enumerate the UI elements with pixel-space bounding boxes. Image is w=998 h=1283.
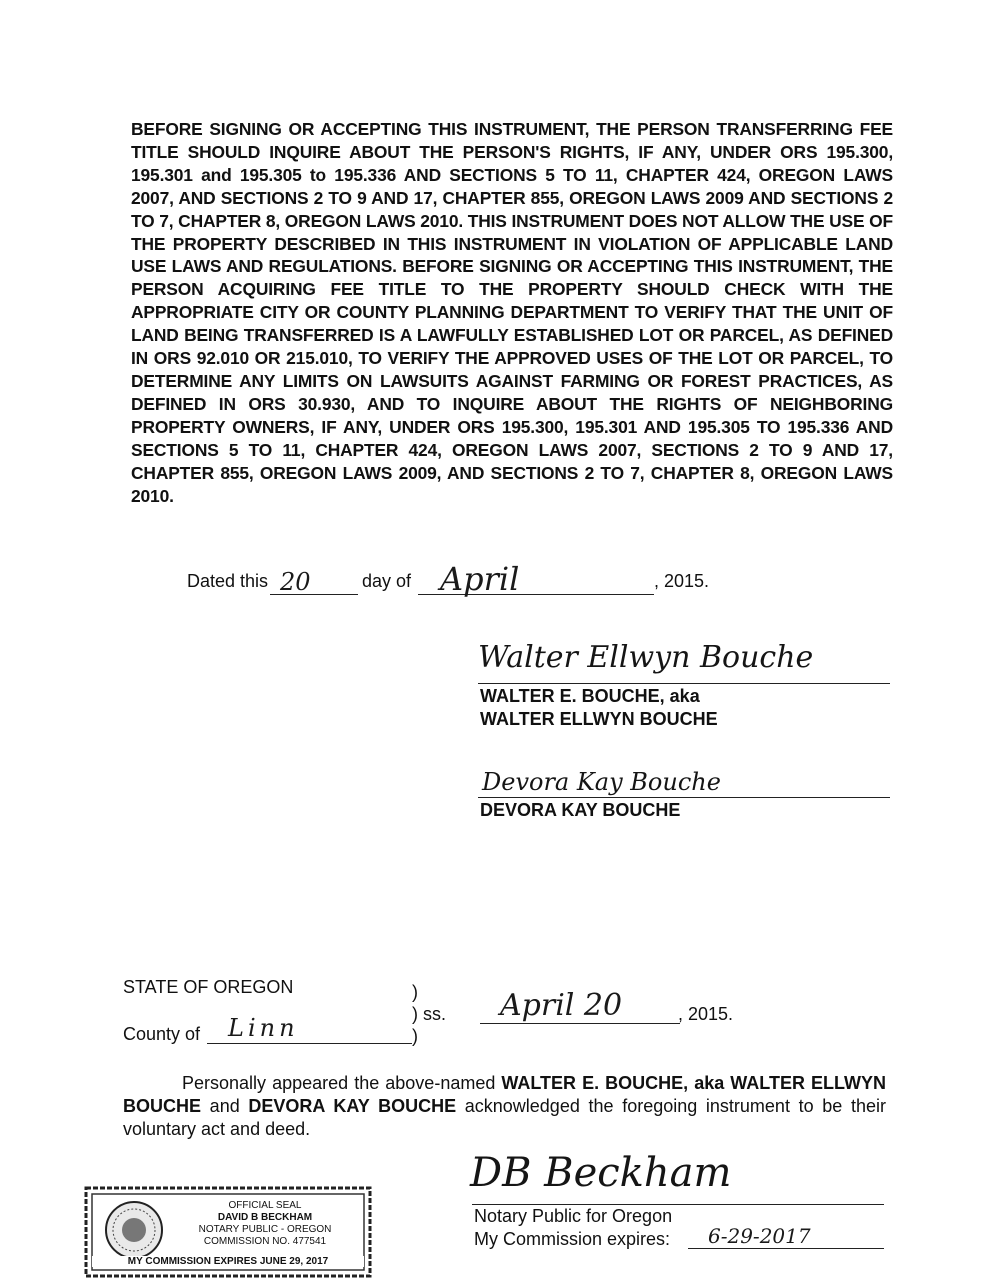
venue-date-handwritten: April 20 [500,988,623,1023]
signature-devora: Devora Kay Bouche [482,768,721,796]
notary-title: Notary Public for Oregon [474,1206,673,1226]
notary-signature-line [472,1204,884,1205]
venue-date-line [480,1023,680,1024]
signer-aka-walter: WALTER ELLWYN BOUCHE [480,709,718,729]
day-of-label: day of [362,571,412,591]
month-handwritten: April [440,560,520,598]
signature-walter: Walter Ellwyn Bouche [478,640,814,675]
seal-line-1: OFFICIAL SEAL [228,1200,302,1211]
seal-line-5: MY COMMISSION EXPIRES JUNE 29, 2017 [92,1256,364,1267]
commission-label: My Commission expires: [474,1229,671,1249]
ack-text-1: Personally appeared the above-named [182,1073,502,1093]
commission-handwritten: 6-29-2017 [708,1224,811,1248]
venue-paren-top: ) [412,982,418,1002]
disclaimer-paragraph: BEFORE SIGNING OR ACCEPTING THIS INSTRUMENT, THE PERSON TRANSFERRING FEE TITLE SHOULD INQUIRE ABOUT THE PERSON'S RIGHTS, IF ANY, UNDER ORS 195.300, 195.301 and 195.305 to 195.336 AND SECTIONS 5 TO 11, CHAPTER 424, OREGON LAWS 2007, AND SECTIONS 2 TO 9 AND 17, CHAPTER 855, OREGON LAWS 2009 AND SECTIONS 2 TO 7, CHAPTER 8, OREGON LAWS 2010. THIS INSTRUMENT DOES NOT ALLOW THE USE OF THE PROPERTY DESCRIBED IN THIS INSTRUMENT IN VIOLATION OF APPLICABLE LAND USE LAWS AND REGULATIONS. BEFORE SIGNING OR ACCEPTING THIS INSTRUMENT, THE PERSON ACQUIRING FEE TITLE TO THE PROPERTY SHOULD CHECK WITH THE APPROPRIATE CITY OR COUNTY PLANNING DEPARTMENT TO VERIFY THAT THE UNIT OF LAND BEING TRANSFERRED IS A LAWFULLY ESTABLISHED LOT OR PARCEL, AS DEFINED IN ORS 92.010 OR 215.010, TO VERIFY THE APPROVED USES OF THE LOT OR PARCEL, TO DETERMINE ANY LIMITS ON LAWSUITS AGAINST FARMING OR FOREST PRACTICES, AS DEFINED IN ORS 30.930, AND TO INQUIRE ABOUT THE RIGHTS OF NEIGHBORING PROPERTY OWNERS, IF ANY, UNDER ORS 195.300, 195.301 AND 195.305 TO 195.336 AND SECTIONS 5 TO 11, CHAPTER 424, OREGON LAWS 2007, SECTIONS 2 TO 9 AND 17, CHAPTER 855, OREGON LAWS 2009, AND SECTIONS 2 TO 7, CHAPTER 8, OREGON LAWS 2010. [131,119,893,506]
acknowledgment-paragraph [123,1072,886,1141]
notary-seal [84,1186,372,1278]
signer-name-walter: WALTER E. BOUCHE, aka [480,686,700,706]
venue-year: , 2015. [678,1004,734,1024]
ack-text-2: and [201,1096,249,1116]
seal-line-3: NOTARY PUBLIC - OREGON [198,1224,332,1235]
ack-name-walter: WALTER E. BOUCHE, aka WALTER ELLWYN BOUCHE [123,1073,886,1116]
notary-signature: DB Beckham [470,1150,732,1196]
dated-year: , 2015. [654,571,710,591]
venue-county-label: County of [123,1024,201,1044]
signature-line-walter [478,683,890,684]
seal-line-4: COMMISSION NO. 477541 [203,1236,327,1247]
venue-state: STATE OF OREGON [123,977,294,997]
venue-ss: ) ss. [412,1004,446,1024]
day-handwritten: 20 [280,568,311,596]
commission-blank-line [688,1248,884,1249]
county-handwritten: Linn [228,1014,299,1042]
signer-name-devora: DEVORA KAY BOUCHE [480,800,681,820]
ack-text-3: acknowledged the foregoing instrument to be their voluntary act and deed. [123,1096,886,1139]
dated-prefix: Dated this [187,571,269,591]
county-blank-line [207,1043,412,1044]
ack-name-devora: DEVORA KAY BOUCHE [248,1096,457,1116]
venue-paren-bottom: ) [412,1026,418,1046]
signature-line-devora [478,797,890,798]
seal-line-2: DAVID B BECKHAM [217,1212,313,1223]
